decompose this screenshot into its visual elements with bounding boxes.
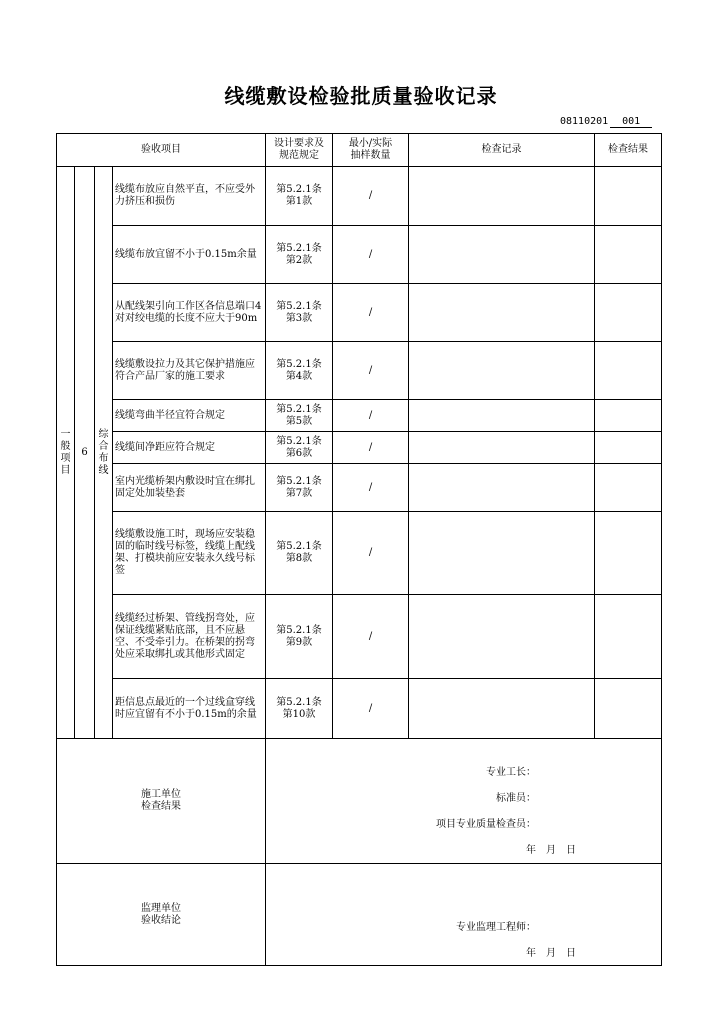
item-record[interactable] bbox=[409, 432, 595, 464]
header-row bbox=[57, 134, 662, 167]
header-sample: 最小/实际 抽样数量 bbox=[333, 134, 409, 167]
item-standard: 第5.2.1条 第8款 bbox=[266, 512, 333, 595]
construction-row bbox=[57, 739, 662, 864]
item-sample: / bbox=[333, 679, 409, 739]
item-result[interactable] bbox=[595, 167, 662, 226]
construction-sign-area[interactable] bbox=[266, 739, 662, 864]
item-record[interactable] bbox=[409, 512, 595, 595]
item-result[interactable] bbox=[595, 226, 662, 284]
item-text: 从配线架引向工作区各信息端口4对对绞电缆的长度不应大于90m bbox=[113, 284, 266, 342]
item-text: 线缆敷设施工时，现场应安装稳固的临时线号标签，线缆上配线架、打模块前应安装永久线号标签 bbox=[113, 512, 266, 595]
item-record[interactable] bbox=[409, 284, 595, 342]
supervision-row bbox=[57, 864, 662, 966]
item-standard: 第5.2.1条 第4款 bbox=[266, 342, 333, 400]
item-sample: / bbox=[333, 464, 409, 512]
item-sample: / bbox=[333, 167, 409, 226]
doc-number-suffix: 001 bbox=[610, 116, 652, 128]
table-row bbox=[57, 679, 662, 739]
item-sample: / bbox=[333, 432, 409, 464]
item-record[interactable] bbox=[409, 226, 595, 284]
doc-number-prefix: 08110201 bbox=[560, 116, 609, 127]
item-result[interactable] bbox=[595, 400, 662, 432]
item-result[interactable] bbox=[595, 284, 662, 342]
item-result[interactable] bbox=[595, 342, 662, 400]
item-text: 线缆敷设拉力及其它保护措施应符合产品厂家的施工要求 bbox=[113, 342, 266, 400]
construction-date: 年 月 日 bbox=[526, 845, 576, 856]
item-result[interactable] bbox=[595, 432, 662, 464]
group-name-cell: 综 合 布 线 bbox=[95, 167, 113, 739]
item-result[interactable] bbox=[595, 512, 662, 595]
item-result[interactable] bbox=[595, 464, 662, 512]
item-standard: 第5.2.1条 第7款 bbox=[266, 464, 333, 512]
item-text: 线缆间净距应符合规定 bbox=[113, 432, 266, 464]
item-record[interactable] bbox=[409, 167, 595, 226]
item-standard: 第5.2.1条 第9款 bbox=[266, 595, 333, 679]
table-row bbox=[57, 595, 662, 679]
item-text: 线缆布放应自然平直，不应受外力挤压和损伤 bbox=[113, 167, 266, 226]
item-standard: 第5.2.1条 第2款 bbox=[266, 226, 333, 284]
item-record[interactable] bbox=[409, 400, 595, 432]
item-record[interactable] bbox=[409, 679, 595, 739]
item-result[interactable] bbox=[595, 679, 662, 739]
supervision-sign-area[interactable] bbox=[266, 864, 662, 966]
item-text: 线缆经过桥架、管线拐弯处，应保证线缆紧贴底部，且不应悬空、不受牵引力。在桥架的拐弯处应采取绑扎或其他形式固定 bbox=[113, 595, 266, 679]
item-record[interactable] bbox=[409, 342, 595, 400]
item-text: 线缆弯曲半径宜符合规定 bbox=[113, 400, 266, 432]
table-row bbox=[57, 226, 662, 284]
item-sample: / bbox=[333, 342, 409, 400]
header-result: 检查结果 bbox=[595, 134, 662, 167]
document-title: 线缆敷设检验批质量验收记录 bbox=[224, 84, 498, 108]
table-row bbox=[57, 464, 662, 512]
item-sample: / bbox=[333, 284, 409, 342]
table-row bbox=[57, 167, 662, 226]
item-sample: / bbox=[333, 595, 409, 679]
supervision-label: 监理单位 验收结论 bbox=[57, 864, 266, 966]
supervision-date: 年 月 日 bbox=[526, 948, 576, 959]
item-standard: 第5.2.1条 第5款 bbox=[266, 400, 333, 432]
table-row bbox=[57, 400, 662, 432]
table-row bbox=[57, 342, 662, 400]
item-standard: 第5.2.1条 第3款 bbox=[266, 284, 333, 342]
item-text: 距信息点最近的一个过线盒穿线时应宜留有不小于0.15m的余量 bbox=[113, 679, 266, 739]
item-record[interactable] bbox=[409, 464, 595, 512]
item-record[interactable] bbox=[409, 595, 595, 679]
item-text: 室内光缆桥架内敷设时宜在绑扎固定处加装垫套 bbox=[113, 464, 266, 512]
foreman-label: 专业工长： bbox=[486, 767, 536, 778]
engineer-label: 专业监理工程师： bbox=[456, 922, 536, 933]
construction-label: 施工单位 检查结果 bbox=[57, 739, 266, 864]
table-row bbox=[57, 284, 662, 342]
group-number: 6 bbox=[75, 167, 95, 739]
header-item: 验收项目 bbox=[57, 134, 266, 167]
inspection-table bbox=[56, 133, 662, 966]
category-cell: 一 般 项 目 bbox=[57, 167, 75, 739]
item-result[interactable] bbox=[595, 595, 662, 679]
staff-label: 标准员： bbox=[496, 793, 536, 804]
item-standard: 第5.2.1条 第1款 bbox=[266, 167, 333, 226]
table-row bbox=[57, 432, 662, 464]
item-standard: 第5.2.1条 第10款 bbox=[266, 679, 333, 739]
item-text: 线缆布放宜留不小于0.15m余量 bbox=[113, 226, 266, 284]
table-row bbox=[57, 512, 662, 595]
item-sample: / bbox=[333, 400, 409, 432]
item-sample: / bbox=[333, 226, 409, 284]
header-design-req: 设计要求及 规范规定 bbox=[266, 134, 333, 167]
item-standard: 第5.2.1条 第6款 bbox=[266, 432, 333, 464]
inspector-label: 项目专业质量检查员： bbox=[436, 819, 536, 830]
item-sample: / bbox=[333, 512, 409, 595]
header-record: 检查记录 bbox=[409, 134, 595, 167]
document-number bbox=[560, 116, 660, 128]
